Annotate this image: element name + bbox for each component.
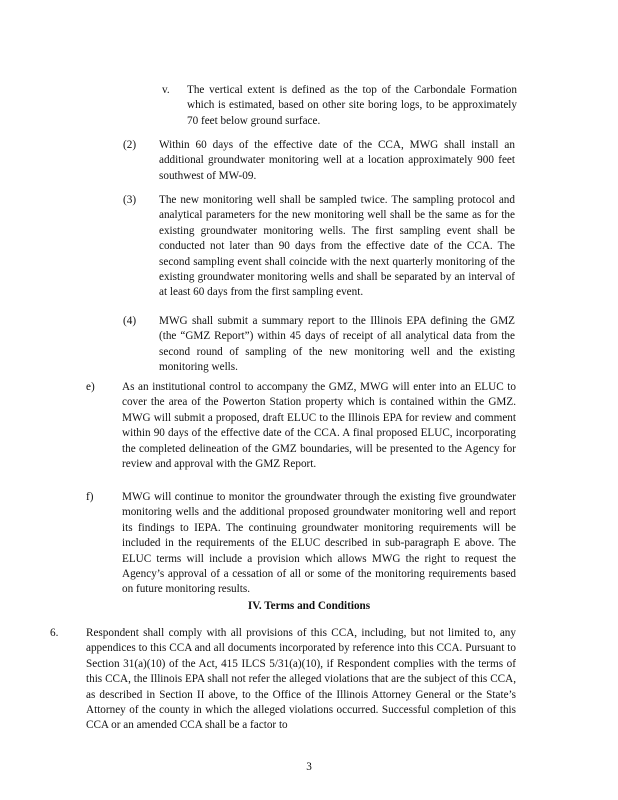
item-v-text: The vertical extent is defined as the top of the Carbondale Formation which is estimated, based on other site boring logs, to be approximately 70 feet below ground surface. <box>187 84 517 127</box>
item-3-label: (3) <box>123 194 137 206</box>
item-2-label: (2) <box>123 139 137 151</box>
item-3-text: The new monitoring well shall be sampled twice. The sampling protocol and analytical parameters for the new monitoring well shall be the same as for the existing groundwater monitoring wells. The first sampling event shall be conducted not later than 90 days from the effective date of the CCA. The second sampling event shall coincide with the next quarterly monitoring of the existing groundwater monitoring wells and shall be separated by an interval of at least 60 days from the first sampling event. <box>159 194 515 299</box>
item-f-text: MWG will continue to monitor the groundwater through the existing five groundwater monitoring wells and the additional proposed groundwater monitoring well and report its findings to IEPA. The continuing groundwater monitoring requirements will be included in the requirements of the ELUC described in sub-paragraph E above. The ELUC terms will include a provision which allows MWG the right to request the Agency’s approval of a cessation of all or some of the monitoring requirements based on future monitoring results. <box>122 491 516 596</box>
page-number: 3 <box>306 761 312 773</box>
item-4-label: (4) <box>123 315 137 327</box>
item-2-text: Within 60 days of the effective date of the CCA, MWG shall install an additional groundwater monitoring well at a location approximately 900 feet southwest of MW-09. <box>159 139 515 182</box>
item-v-label: v. <box>162 84 170 96</box>
item-e-text: As an institutional control to accompany the GMZ, MWG will enter into an ELUC to cover the area of the Powerton Station property which is contained within the GMZ. MWG will submit a proposed, draft ELUC to the Illinois EPA for review and comment within 90 days of the effective date of the CCA. A final proposed ELUC, incorporating the completed delineation of the GMZ boundaries, will be presented to the Agency for review and approval with the GMZ Report. <box>122 381 516 471</box>
paragraph-6-label: 6. <box>50 627 59 639</box>
item-e-label: e) <box>86 381 95 393</box>
item-4-text: MWG shall submit a summary report to the Illinois EPA defining the GMZ (the “GMZ Report”) within 45 days of receipt of all analytical data from the second round of sampling of the new monitoring well and the existing monitoring wells. <box>159 315 515 374</box>
item-f-label: f) <box>86 491 94 503</box>
paragraph-6-text: Respondent shall comply with all provisions of this CCA, including, but not limited to, any appendices to this CCA and all documents incorporated by reference into this CCA. Pursuant to Section 31(a)(10) of the Act, 415 ILCS 5/31(a)(10), if Respondent complies with the terms of this CCA, the Illinois EPA shall not refer the alleged violations that are the subject of this CCA, as described in Section II above, to the Office of the Illinois Attorney General or the State’s Attorney of the county in which the alleged violations occurred. Successful completion of this CCA or an amended CCA shall be a factor to <box>86 627 516 732</box>
section-heading: IV. Terms and Conditions <box>247 600 371 612</box>
